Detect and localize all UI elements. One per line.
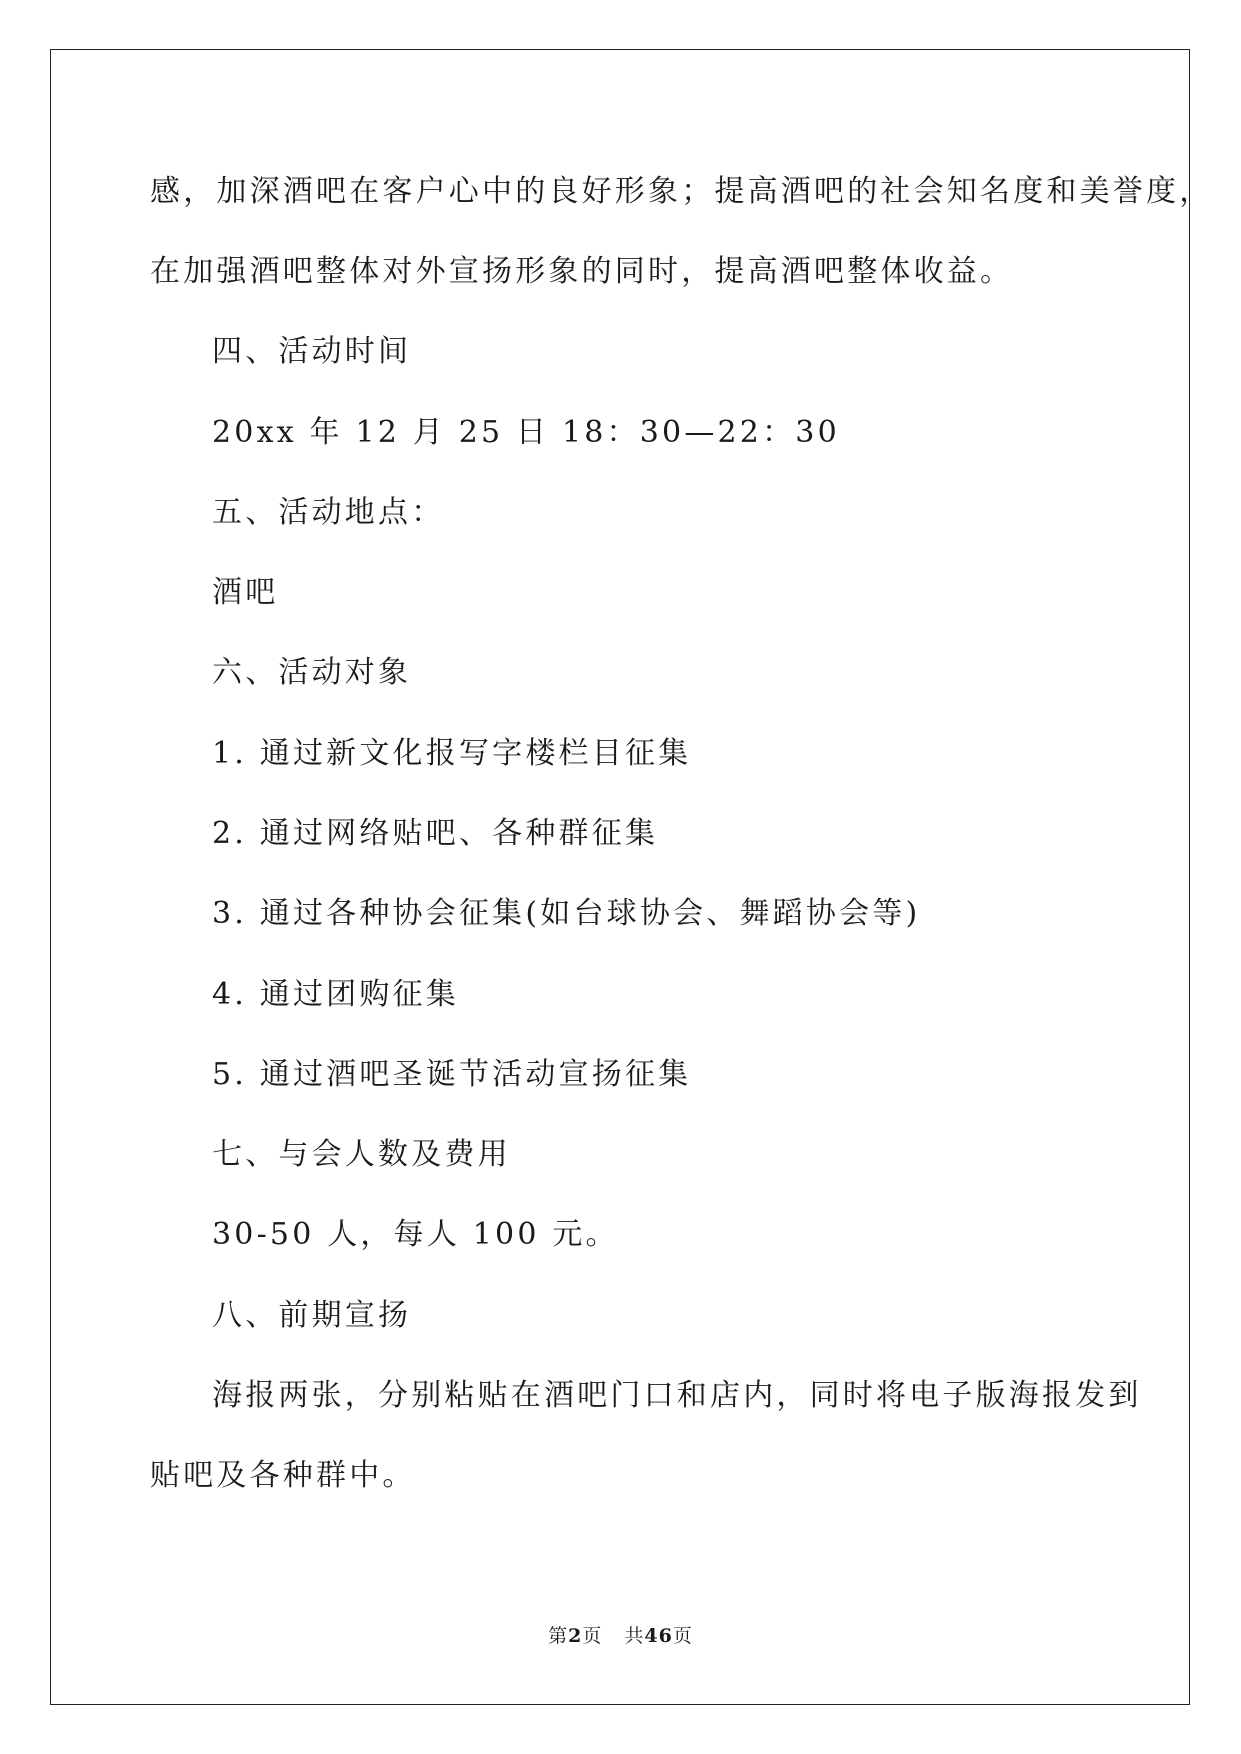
section-heading-promotion: 八、前期宣扬 <box>212 1298 412 1333</box>
event-location-value: 酒吧 <box>212 575 279 610</box>
audience-item-1: 1. 通过新文化报写字楼栏目征集 <box>212 736 692 771</box>
page-footer <box>0 1624 1241 1648</box>
audience-item-4: 4. 通过团购征集 <box>212 977 459 1012</box>
section-heading-location: 五、活动地点： <box>212 495 445 530</box>
section-heading-audience: 六、活动对象 <box>212 655 412 690</box>
footer-page-suffix: 页 <box>582 1625 603 1647</box>
body-line-1: 感，加深酒吧在客户心中的良好形象；提高酒吧的社会知名度和美誉度， <box>150 174 1213 209</box>
footer-total-prefix: 共 <box>624 1625 645 1647</box>
body-line-2: 在加强酒吧整体对外宣扬形象的同时，提高酒吧整体收益。 <box>150 254 1014 289</box>
section-heading-time: 四、活动时间 <box>212 334 412 369</box>
audience-item-2: 2. 通过网络贴吧、各种群征集 <box>212 816 659 851</box>
footer-total-suffix: 页 <box>672 1625 693 1647</box>
section-heading-attendance: 七、与会人数及费用 <box>212 1137 511 1172</box>
audience-item-3: 3. 通过各种协会征集(如台球协会、舞蹈协会等) <box>212 896 921 931</box>
event-time-value: 20xx 年 12 月 25 日 18：30—22：30 <box>212 415 840 450</box>
promotion-paragraph-line-2: 贴吧及各种群中。 <box>150 1458 416 1493</box>
attendance-value: 30-50 人，每人 100 元。 <box>212 1217 619 1252</box>
footer-page-prefix: 第 <box>548 1625 569 1647</box>
audience-item-5: 5. 通过酒吧圣诞节活动宣扬征集 <box>212 1057 692 1092</box>
promotion-paragraph-line-1: 海报两张，分别粘贴在酒吧门口和店内，同时将电子版海报发到 <box>212 1378 1142 1413</box>
footer-total-pages: 46 <box>644 1625 673 1647</box>
footer-page-number: 2 <box>568 1625 583 1647</box>
